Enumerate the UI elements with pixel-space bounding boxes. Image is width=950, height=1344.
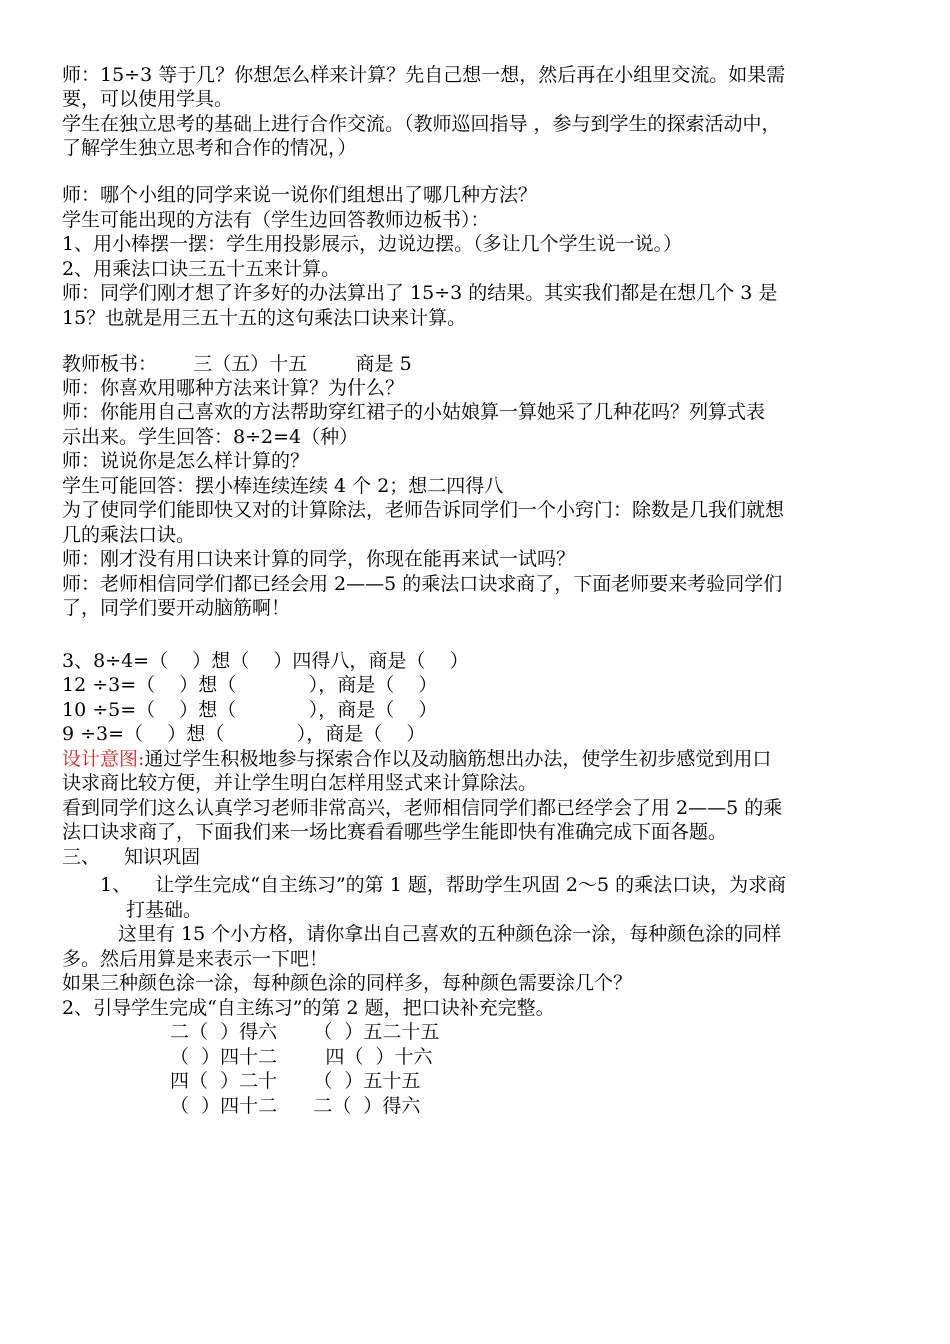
design-intent-text: 通过学生积极地参与探索合作以及动脑筋想出办法，使学生初步感觉到用口 (144, 748, 772, 770)
text-line: 了解学生独立思考和合作的情况，） (62, 137, 357, 159)
text-line: 为了使同学们能即快又对的计算除法，老师告诉同学们一个小窍门：除数是几我们就想 (62, 499, 785, 521)
text-line: 1、 让学生完成“自主练习”的第 1 题，帮助学生巩固 2～5 的乘法口诀，为求商 (100, 874, 787, 896)
text-line: 2、引导学生完成“自主练习”的第 2 题，把口诀补充完整。 (62, 997, 555, 1019)
text-line: 师：你喜欢用哪种方法来计算？为什么？ (62, 377, 405, 399)
text-line: 诀求商比较方便，并让学生明白怎样用竖式来计算除法。 (62, 772, 538, 794)
text-line: 学生可能出现的方法有（学生边回答教师边板书）： (62, 209, 490, 231)
text-line: 师：同学们刚才想了许多好的办法算出了 15÷3 的结果。其实我们都是在想几个 3 是 (62, 282, 778, 304)
text-line: 师：哪个小组的同学来说一说你们组想出了哪几种方法？ (62, 184, 538, 206)
text-line: 了，同学们要开动脑筋啊！ (62, 597, 291, 619)
text-line: 几的乘法口诀。 (62, 524, 196, 546)
text-line: 师：说说你是怎么样计算的？ (62, 450, 310, 472)
text-line: 师：刚才没有用口诀来计算的同学，你现在能再来试一试吗？ (62, 548, 576, 570)
text-line: 1、用小棒摆一摆：学生用投影展示，边说边摆。（多让几个学生说一说。） (62, 233, 683, 255)
design-intent-line (62, 747, 771, 771)
text-line: 看到同学们这么认真学习老师非常高兴，老师相信同学们都已经学会了用 2——5 的乘 (62, 797, 783, 819)
board-writing-line: 教师板书： 三（五）十五 商是 5 (62, 353, 412, 375)
text-line: 要，可以使用学具。 (62, 88, 234, 110)
rhyme-line: 二（ ）得六 （ ）五二十五 (170, 1021, 440, 1043)
text-line: 这里有 15 个小方格，请你拿出自己喜欢的五种颜色涂一涂，每种颜色涂的同样 (118, 923, 782, 945)
rhyme-line: （ ）四十二 四（ ）十六 (170, 1046, 433, 1068)
text-line: 15？也就是用三五十五的这句乘法口诀来计算。 (62, 307, 467, 329)
text-line: 师：老师相信同学们都已经会用 2——5 的乘法口诀求商了，下面老师要来考验同学们 (62, 573, 783, 595)
rhyme-line: 四（ ）二十 （ ）五十五 (170, 1070, 421, 1092)
exercise-line: 10 ÷5=（ ）想（ ），商是（ ） (62, 699, 438, 721)
text-line: 如果三种颜色涂一涂，每种颜色涂的同样多，每种颜色需要涂几个？ (62, 972, 633, 994)
text-line: 打基础。 (126, 899, 203, 921)
text-line: 多。然后用算是来表示一下吧！ (62, 948, 329, 970)
design-intent-label: 设计意图: (62, 748, 145, 770)
text-line: 示出来。学生回答：8÷2=4（种） (62, 426, 359, 448)
exercise-line: 9 ÷3=（ ）想（ ），商是（ ） (62, 723, 426, 745)
text-line: 学生在独立思考的基础上进行合作交流。（教师巡回指导 ，参与到学生的探索活动中， (62, 113, 781, 135)
text-line: 法口诀求商了，下面我们来一场比赛看看哪些学生能即快有准确完成下面各题。 (62, 821, 728, 843)
exercise-line: 12 ÷3=（ ）想（ ），商是（ ） (62, 674, 438, 696)
section-heading: 三、 知识巩固 (62, 846, 201, 868)
text-line: 师：15÷3 等于几？你想怎么样来计算？先自己想一想，然后再在小组里交流。如果需 (62, 64, 786, 86)
text-line: 2、用乘法口诀三五十五来计算。 (62, 258, 341, 280)
text-line: 学生可能回答：摆小棒连续连续 4 个 2；想二四得八 (62, 475, 504, 497)
exercise-line: 3、8÷4=（ ）想（ ）四得八，商是（ ） (62, 650, 469, 672)
text-line: 师：你能用自己喜欢的方法帮助穿红裙子的小姑娘算一算她采了几种花吗？列算式表 (62, 401, 766, 423)
rhyme-line: （ ）四十二 二（ ）得六 (170, 1095, 421, 1117)
